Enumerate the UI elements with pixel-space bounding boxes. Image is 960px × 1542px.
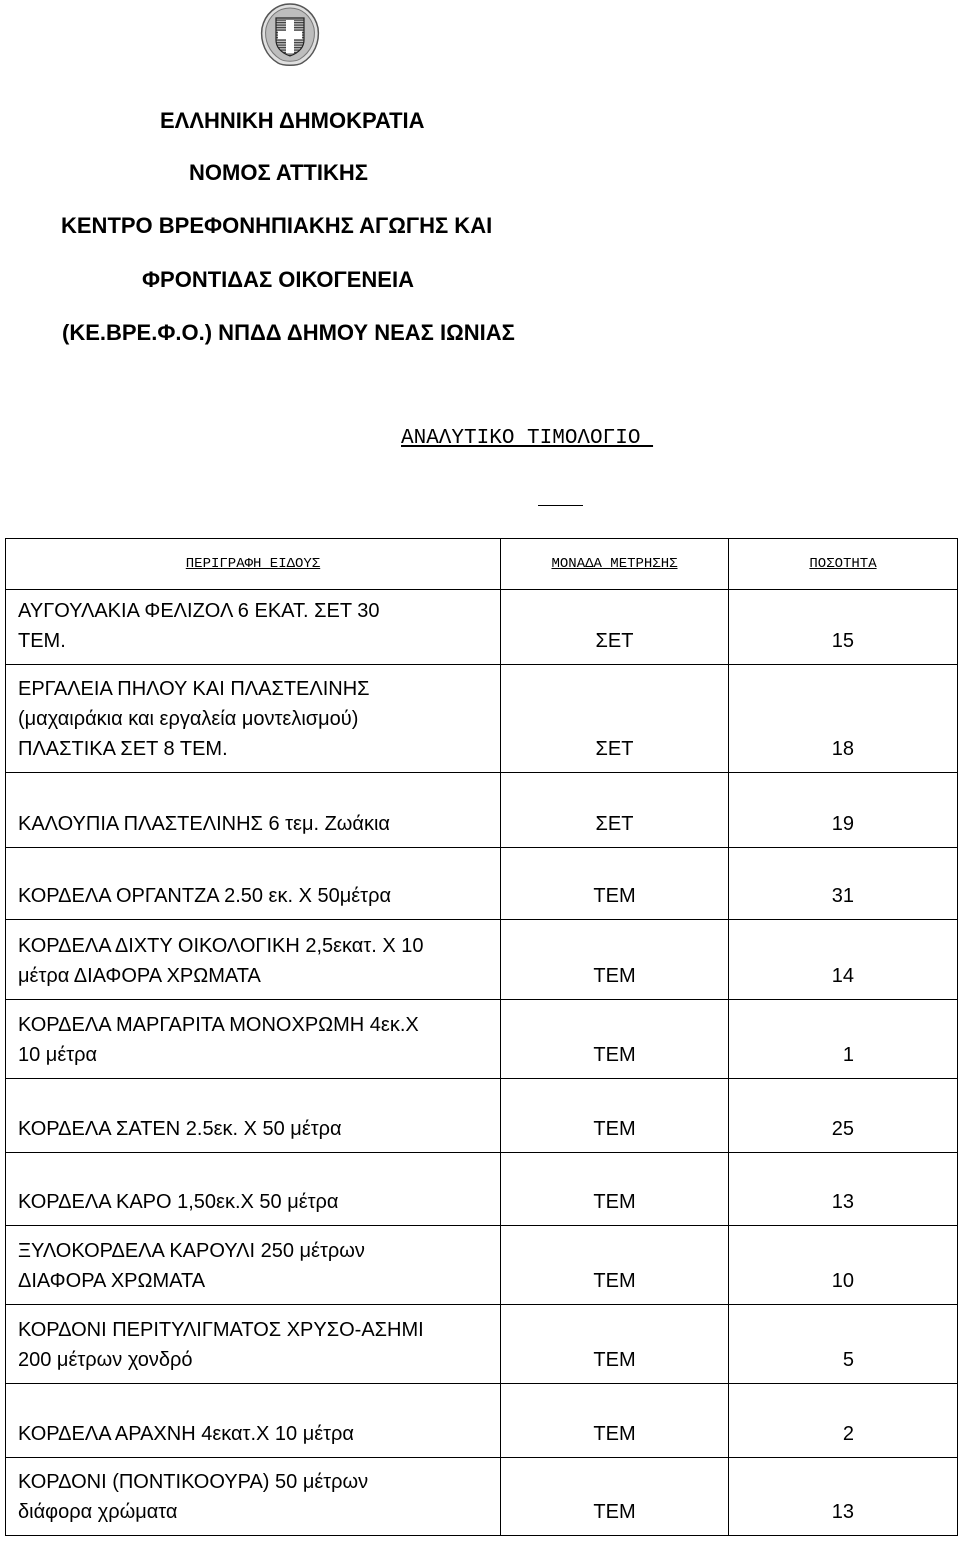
- document-title: ΑΝΑΛΥΤΙΚΟ ΤΙΜΟΛΟΓΙΟ: [401, 427, 654, 450]
- column-header-unit: ΜΟΝΑΔΑ ΜΕΤΡΗΣΗΣ: [501, 539, 729, 590]
- table-row: [6, 1458, 958, 1536]
- column-header-quantity: ΠΟΣΟΤΗΤΑ: [729, 539, 958, 590]
- table-row: [6, 665, 958, 773]
- item-description: ΚΑΛΟΥΠΙΑ ΠΛΑΣΤΕΛΙΝΗΣ 6 τεμ. Ζωάκια: [6, 773, 501, 848]
- item-unit: ΣΕΤ: [501, 773, 729, 848]
- item-unit: ΤΕΜ: [501, 848, 729, 920]
- table-row: [6, 848, 958, 920]
- item-quantity: 10: [729, 1226, 958, 1305]
- item-description: ΚΟΡΔΕΛΑ ΔΙΧΤΥ ΟΙΚΟΛΟΓΙΚΗ 2,5εκατ. Χ 10 μέτρα ΔΙΑΦΟΡΑ ΧΡΩΜΑΤΑ: [6, 920, 501, 1000]
- table-row: [6, 1226, 958, 1305]
- item-unit: ΤΕΜ: [501, 1226, 729, 1305]
- item-unit: ΤΕΜ: [501, 1079, 729, 1153]
- table-row: [6, 1384, 958, 1458]
- table-header-row: [6, 539, 958, 590]
- item-quantity: 13: [729, 1153, 958, 1226]
- item-quantity: 18: [729, 665, 958, 773]
- item-description: ΚΟΡΔΕΛΑ ΟΡΓΑΝΤΖΑ 2.50 εκ. Χ 50μέτρα: [6, 848, 501, 920]
- table-row: [6, 920, 958, 1000]
- item-quantity: 19: [729, 773, 958, 848]
- item-description: ΚΟΡΔΟΝΙ ΠΕΡΙΤΥΛΙΓΜΑΤΟΣ ΧΡΥΣΟ-ΑΣΗΜΙ 200 μέτρων χονδρό: [6, 1305, 501, 1384]
- item-description: ΚΟΡΔΕΛΑ ΚΑΡΟ 1,50εκ.Χ 50 μέτρα: [6, 1153, 501, 1226]
- header-line-5: (ΚΕ.ΒΡΕ.Φ.Ο.) ΝΠΔΔ ΔΗΜΟΥ ΝΕΑΣ ΙΩΝΙΑΣ: [62, 320, 515, 345]
- item-unit: ΤΕΜ: [501, 1153, 729, 1226]
- item-quantity: 2: [729, 1384, 958, 1458]
- table-row: [6, 1153, 958, 1226]
- items-table: [5, 538, 958, 1536]
- item-unit: ΣΕΤ: [501, 590, 729, 665]
- item-quantity: 31: [729, 848, 958, 920]
- table-row: [6, 1305, 958, 1384]
- column-header-description: ΠΕΡΙΓΡΑΦΗ ΕΙΔΟΥΣ: [6, 539, 501, 590]
- item-description: ΚΟΡΔΟΝΙ (ΠΟΝΤΙΚΟΟΥΡΑ) 50 μέτρων διάφορα χρώματα: [6, 1458, 501, 1536]
- item-description: ΕΡΓΑΛΕΙΑ ΠΗΛΟΥ ΚΑΙ ΠΛΑΣΤΕΛΙΝΗΣ (μαχαιράκια και εργαλεία μοντελισμού) ΠΛΑΣΤΙΚΑ ΣΕΤ 8 ΤΕΜ.: [6, 665, 501, 773]
- item-quantity: 1: [729, 1000, 958, 1079]
- item-description: ΞΥΛΟΚΟΡΔΕΛΑ ΚΑΡΟΥΛΙ 250 μέτρων ΔΙΑΦΟΡΑ ΧΡΩΜΑΤΑ: [6, 1226, 501, 1305]
- item-description: ΚΟΡΔΕΛΑ ΑΡΑΧΝΗ 4εκατ.Χ 10 μέτρα: [6, 1384, 501, 1458]
- title-rule: [538, 505, 583, 506]
- item-quantity: 14: [729, 920, 958, 1000]
- item-description: ΑΥΓΟΥΛΑΚΙΑ ΦΕΛΙΖΟΛ 6 ΕΚΑΤ. ΣΕΤ 30 ΤΕΜ.: [6, 590, 501, 665]
- item-quantity: 25: [729, 1079, 958, 1153]
- item-description: ΚΟΡΔΕΛΑ ΣΑΤΕΝ 2.5εκ. Χ 50 μέτρα: [6, 1079, 501, 1153]
- greek-emblem-icon: [258, 2, 322, 68]
- item-quantity: 15: [729, 590, 958, 665]
- item-quantity: 5: [729, 1305, 958, 1384]
- item-description: ΚΟΡΔΕΛΑ ΜΑΡΓΑΡΙΤΑ ΜΟΝΟΧΡΩΜΗ 4εκ.Χ 10 μέτρα: [6, 1000, 501, 1079]
- item-unit: ΤΕΜ: [501, 920, 729, 1000]
- item-unit: ΣΕΤ: [501, 665, 729, 773]
- header-line-4: ΦΡΟΝΤΙΔΑΣ ΟΙΚΟΓΕΝΕΙΑ: [142, 267, 414, 292]
- header-line-3: ΚΕΝΤΡΟ ΒΡΕΦΟΝΗΠΙΑΚΗΣ ΑΓΩΓΗΣ ΚΑΙ: [61, 213, 493, 238]
- table-row: [6, 1000, 958, 1079]
- header-line-1: ΕΛΛΗΝΙΚΗ ΔΗΜΟΚΡΑΤΙΑ: [160, 108, 425, 133]
- item-unit: ΤΕΜ: [501, 1305, 729, 1384]
- item-unit: ΤΕΜ: [501, 1000, 729, 1079]
- table-row: [6, 773, 958, 848]
- table-row: [6, 590, 958, 665]
- table-row: [6, 1079, 958, 1153]
- item-unit: ΤΕΜ: [501, 1458, 729, 1536]
- item-unit: ΤΕΜ: [501, 1384, 729, 1458]
- item-quantity: 13: [729, 1458, 958, 1536]
- header-line-2: ΝΟΜΟΣ ΑΤΤΙΚΗΣ: [189, 160, 368, 185]
